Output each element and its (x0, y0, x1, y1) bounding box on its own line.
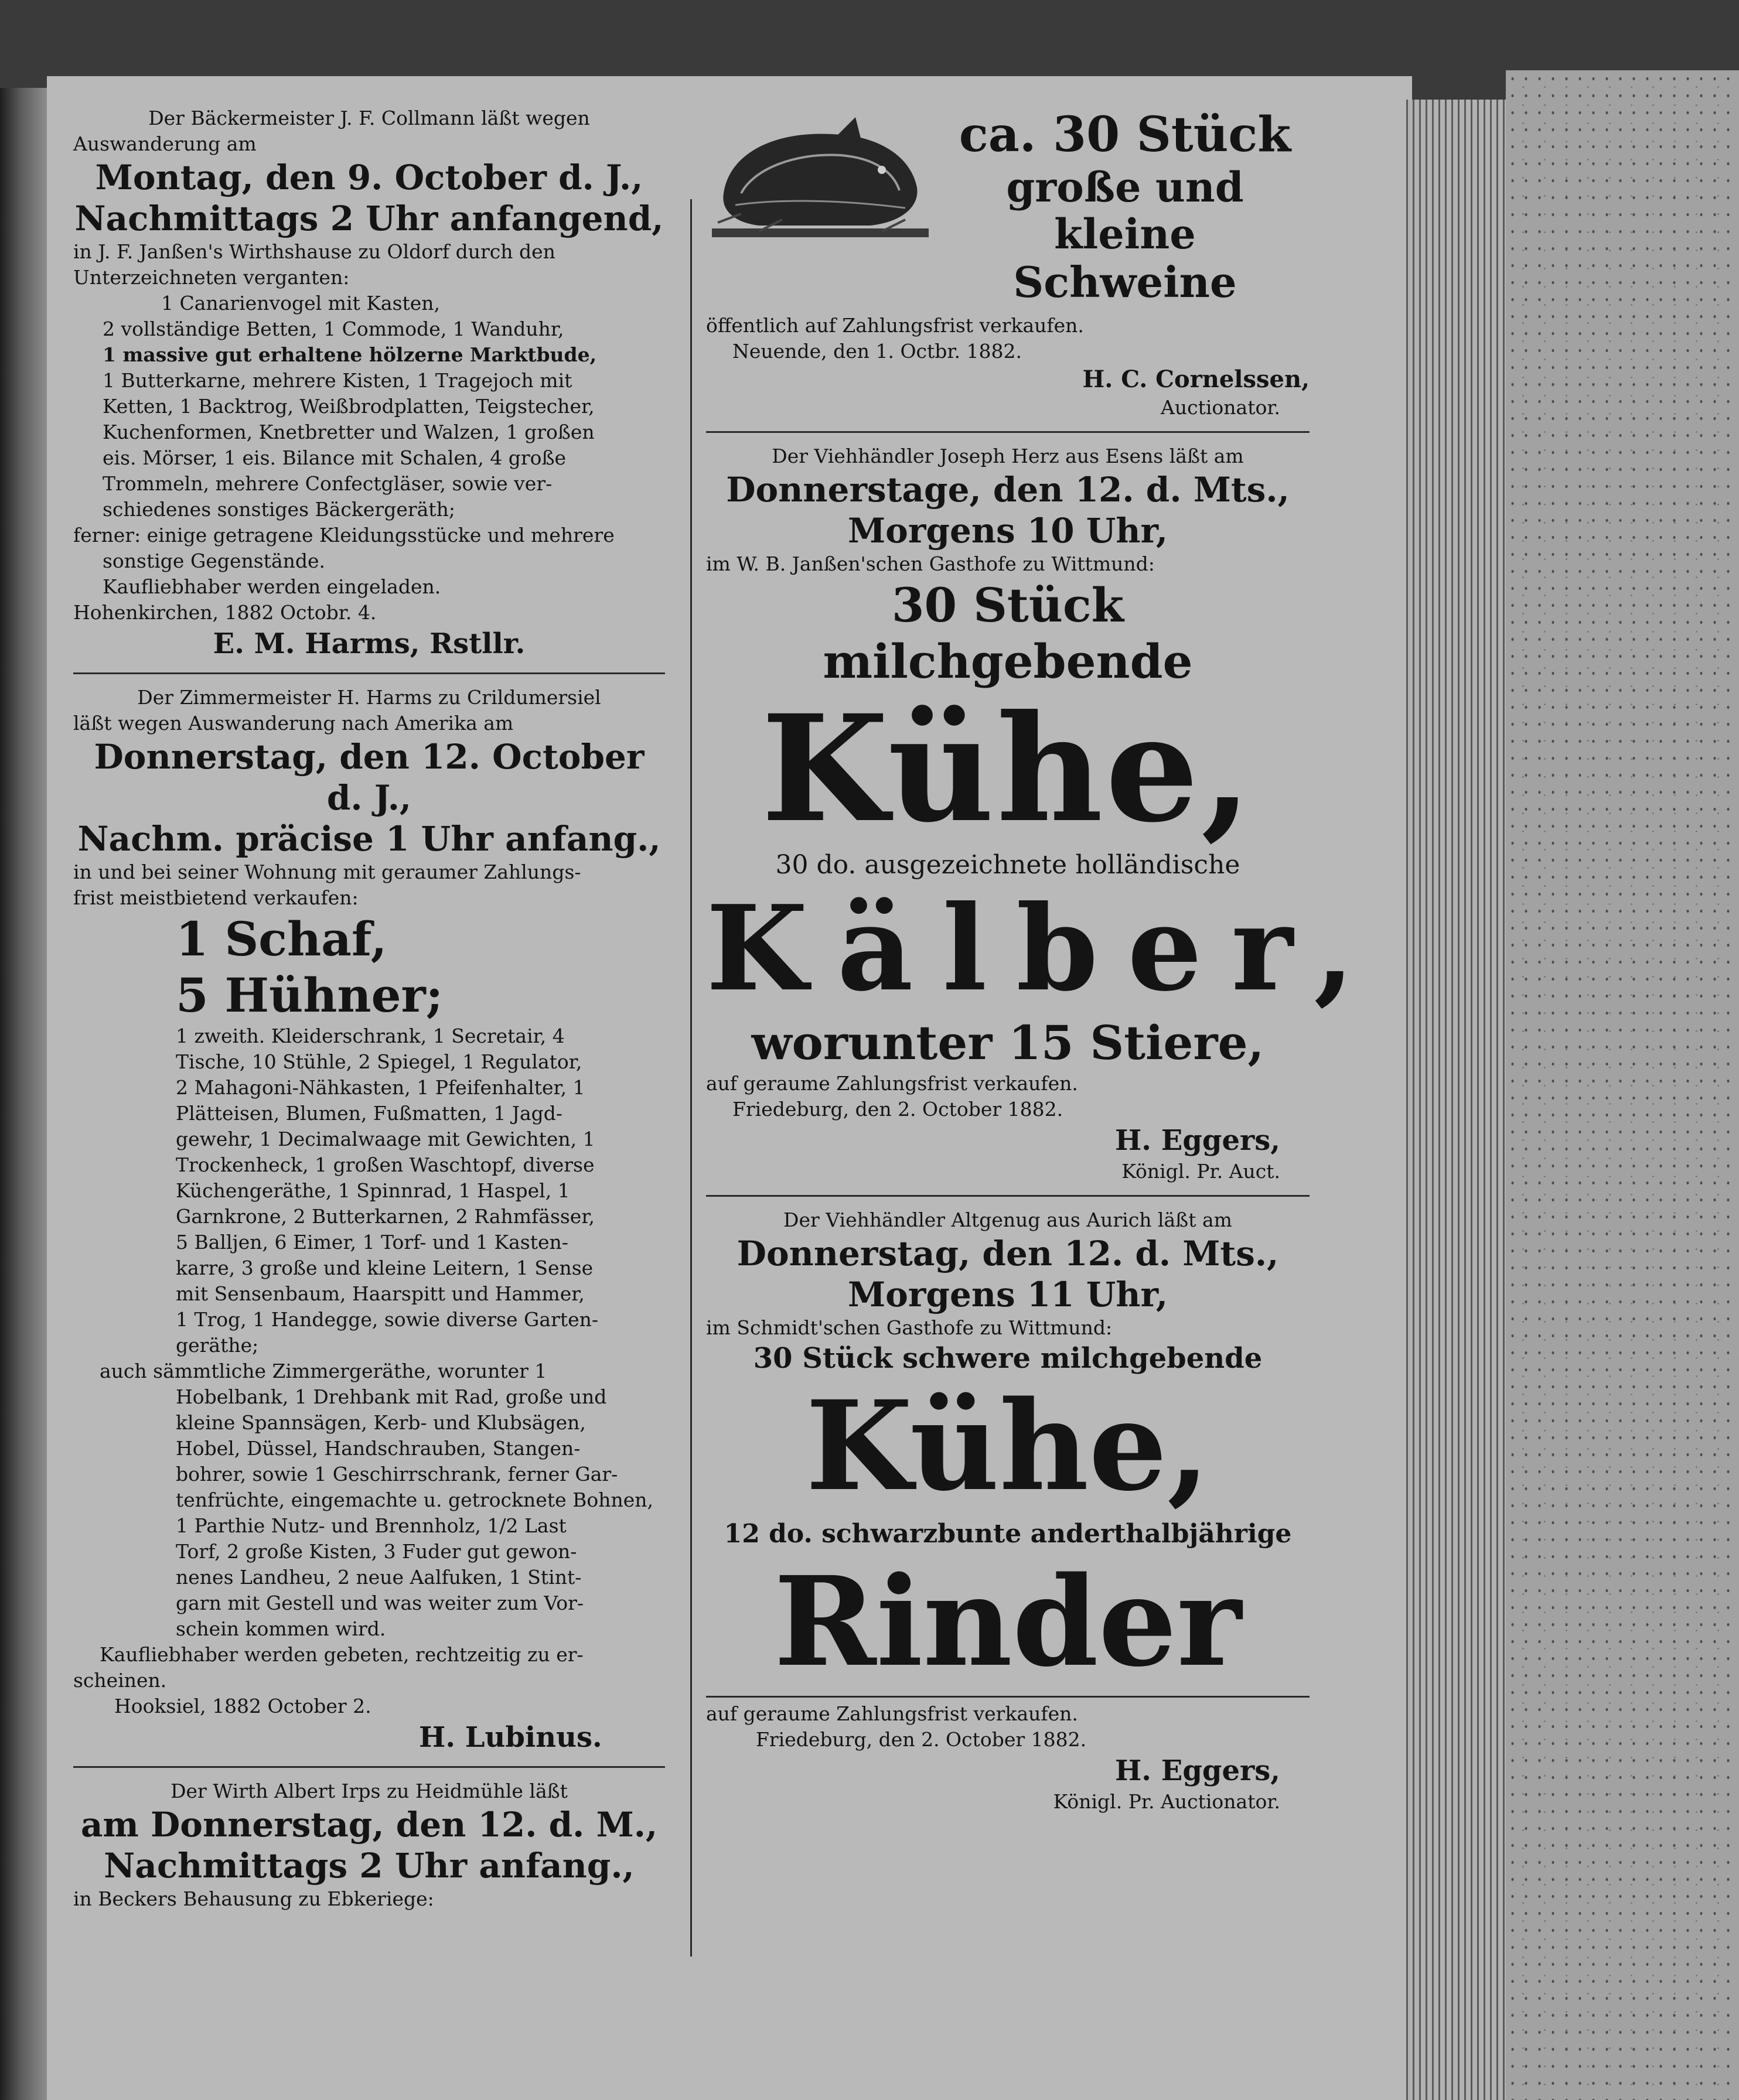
ad-giant-word: Kälber, (706, 880, 1384, 1017)
list-item: tenfrüchte, eingemachte u. getrocknete Bohnen, (176, 1488, 653, 1511)
list-item: Hobelbank, 1 Drehbank mit Rad, große und (176, 1385, 607, 1408)
ad-line: Der Viehhändler Joseph Herz aus Esens läßt am (772, 445, 1244, 467)
tool-list (73, 1384, 665, 1642)
ad-signature: H. Eggers, (1114, 1754, 1280, 1787)
ad-line: Der Bäckermeister J. F. Collmann läßt wegen (148, 107, 590, 129)
ad-big-item: 5 Hühner; (176, 968, 444, 1023)
ad-irps (73, 1778, 665, 1912)
list-item: Tische, 10 Stühle, 2 Spiegel, 1 Regulator, (176, 1050, 582, 1073)
ad-herz (706, 443, 1384, 1184)
ad-line: in Beckers Behausung zu Ebkeriege: (73, 1887, 434, 1910)
facing-page-edge (0, 88, 47, 2100)
ad-sub: worunter 15 Stiere, (751, 1015, 1264, 1070)
ad-signature: H. Lubinus. (419, 1721, 602, 1754)
ad-head: 30 Stück milchgebende (823, 578, 1193, 689)
ad-line: ferner: einige getragene Kleidungsstücke und mehrere (73, 524, 615, 547)
ad-line: 12 do. schwarzbunte anderthalbjährige (724, 1519, 1292, 1549)
ad-head: 30 Stück schwere milchgebende (753, 1342, 1263, 1375)
ad-dateline: Friedeburg, den 2. October 1882. (732, 1098, 1063, 1121)
item-list (73, 1023, 665, 1358)
ad-terms: auf geraume Zahlungsfrist verkaufen. (706, 1702, 1078, 1725)
pig-heading (940, 105, 1310, 307)
list-item: Ketten, 1 Backtrog, Weißbrodplatten, Teigstecher, (103, 395, 595, 418)
ad-giant-word: Kühe, (761, 682, 1254, 855)
ad-line: im Schmidt'schen Gasthofe zu Wittmund: (706, 1316, 1113, 1339)
list-item: gewehr, 1 Decimalwaage mit Gewichten, 1 (176, 1128, 595, 1150)
column-rule (690, 199, 692, 1956)
ad-altgenug (706, 1207, 1310, 1815)
ad-date: Montag, den 9. October d. J., (95, 158, 643, 197)
ad-time: Nachm. präcise 1 Uhr anfang., (77, 819, 661, 859)
ad-terms: auf geraume Zahlungsfrist verkaufen. (706, 1072, 1078, 1095)
heading-line: Schweine (1013, 257, 1237, 307)
ad-line: Unterzeichneten verganten: (73, 266, 350, 289)
ad-time: Nachmittags 2 Uhr anfang., (104, 1846, 635, 1886)
ad-divider (73, 1766, 665, 1768)
ad-time: Morgens 11 Uhr, (847, 1275, 1168, 1314)
ad-date: am Donnerstag, den 12. d. M., (80, 1805, 658, 1845)
ad-collmann (73, 105, 665, 662)
list-item: 1 massive gut erhaltene hölzerne Marktbude, (103, 343, 597, 366)
ad-signature: H. C. Cornelssen, (1082, 366, 1310, 393)
ad-line: in J. F. Janßen's Wirthshause zu Oldorf durch den (73, 240, 555, 263)
ad-cornelssen (706, 105, 1310, 421)
ad-line: auch sämmtliche Zimmergeräthe, worunter 1 (100, 1360, 547, 1382)
list-item: 1 Parthie Nutz- und Brennholz, 1/2 Last (176, 1514, 567, 1537)
ad-divider (706, 431, 1310, 433)
ad-giant-word: Rinder (773, 1549, 1242, 1694)
ad-line: sonstige Gegenstände. (103, 549, 326, 572)
ad-giant-word: Kühe, (806, 1374, 1210, 1518)
list-item: Trommeln, mehrere Confectgläser, sowie ver- (103, 472, 553, 495)
ad-invite: Kaufliebhaber werden eingeladen. (103, 575, 441, 598)
ad-divider (73, 672, 665, 674)
heading-line: ca. 30 Stück (959, 107, 1291, 163)
list-item: 5 Balljen, 6 Eimer, 1 Torf- und 1 Kasten- (176, 1231, 568, 1254)
ad-title: Königl. Pr. Auctionator. (1053, 1790, 1280, 1813)
list-item: 1 Canarienvogel mit Kasten, (161, 292, 441, 315)
list-item: 2 Mahagoni-Nähkasten, 1 Pfeifenhalter, 1 (176, 1076, 585, 1099)
list-item: 1 Butterkarne, mehrere Kisten, 1 Tragejoch mit (103, 369, 572, 392)
ad-divider (706, 1195, 1310, 1197)
list-item: bohrer, sowie 1 Geschirrschrank, ferner Gar- (176, 1463, 618, 1486)
ad-line: Der Wirth Albert Irps zu Heidmühle läßt (171, 1780, 568, 1802)
list-item: nenes Landheu, 2 neue Aalfuken, 1 Stint- (176, 1566, 582, 1589)
ad-dateline: Neuende, den 1. Octbr. 1882. (732, 340, 1022, 363)
ad-signature: E. M. Harms, Rstllr. (213, 627, 526, 660)
ad-time: Nachmittags 2 Uhr anfangend, (74, 199, 664, 238)
list-item: 2 vollständige Betten, 1 Commode, 1 Wanduhr, (103, 317, 564, 340)
list-item: Torf, 2 große Kisten, 3 Fuder gut gewon- (176, 1540, 577, 1563)
list-item: mit Sensenbaum, Haarspitt und Hammer, (176, 1282, 585, 1305)
ad-dateline: Hohenkirchen, 1882 Octobr. 4. (73, 601, 377, 624)
pig-header (706, 105, 1310, 307)
ad-invite: Kaufliebhaber werden gebeten, rechtzeitig zu er- (100, 1643, 584, 1666)
ad-date: Donnerstage, den 12. d. Mts., (726, 470, 1290, 510)
ad-divider (706, 1696, 1310, 1698)
ad-title: Auctionator. (1161, 396, 1280, 419)
left-column (73, 105, 665, 1912)
list-item: Garnkrone, 2 Butterkarnen, 2 Rahmfässer, (176, 1205, 595, 1228)
ad-line: läßt wegen Auswanderung nach Amerika am (73, 712, 514, 735)
speckled-cover (1506, 70, 1739, 2100)
list-item: schiedenes sonstiges Bäckergeräth; (103, 498, 455, 521)
ad-line: in und bei seiner Wohnung mit geraumer Zahlungs- (73, 861, 581, 883)
list-item: Kuchenformen, Knetbretter und Walzen, 1 großen (103, 421, 595, 443)
ad-invite: scheinen. (73, 1669, 167, 1692)
pig-woodcut-icon (706, 105, 935, 240)
list-item: karre, 3 große und kleine Leitern, 1 Sense (176, 1256, 594, 1279)
list-item: garn mit Gestell und was weiter zum Vor- (176, 1592, 584, 1614)
list-item: 1 zweith. Kleiderschrank, 1 Secretair, 4 (176, 1025, 565, 1047)
list-item: 1 Trog, 1 Handegge, sowie diverse Garten- (176, 1308, 599, 1331)
right-column (706, 105, 1384, 1815)
ad-line: Auswanderung am (73, 132, 257, 155)
list-item: schein kommen wird. (176, 1617, 386, 1640)
ad-date: Donnerstag, den 12. October d. J., (94, 737, 645, 818)
heading-line: große und kleine (1006, 163, 1244, 258)
ad-line: Der Viehhändler Altgenug aus Aurich läßt am (783, 1208, 1232, 1231)
ad-signature: H. Eggers, (1114, 1124, 1280, 1157)
list-item: kleine Spannsägen, Kerb- und Klubsägen, (176, 1411, 586, 1434)
ad-line: 30 do. ausgezeichnete holländische (775, 850, 1240, 880)
ad-title: Königl. Pr. Auct. (1121, 1160, 1280, 1183)
ad-line: Der Zimmermeister H. Harms zu Crildumersiel (137, 686, 601, 709)
ad-big-item: 1 Schaf, (176, 911, 387, 967)
list-item: geräthe; (176, 1334, 259, 1357)
page-stack-edge (1406, 100, 1506, 2100)
list-item: Plätteisen, Blumen, Fußmatten, 1 Jagd- (176, 1102, 563, 1125)
ad-harms (73, 685, 665, 1756)
list-item: Hobel, Düssel, Handschrauben, Stangen- (176, 1437, 581, 1460)
ad-date: Donnerstag, den 12. d. Mts., (736, 1234, 1279, 1273)
ad-dateline: Hooksiel, 1882 October 2. (114, 1695, 371, 1717)
list-item: Trockenheck, 1 großen Waschtopf, diverse (176, 1153, 595, 1176)
ad-line: frist meistbietend verkaufen: (73, 886, 359, 909)
ad-line: öffentlich auf Zahlungsfrist verkaufen. (706, 314, 1084, 337)
ad-time: Morgens 10 Uhr, (847, 511, 1168, 551)
list-item: Küchengeräthe, 1 Spinnrad, 1 Haspel, 1 (176, 1179, 570, 1202)
ad-dateline: Friedeburg, den 2. October 1882. (756, 1728, 1087, 1751)
ad-line: im W. B. Janßen'schen Gasthofe zu Wittmund: (706, 552, 1155, 575)
list-item: eis. Mörser, 1 eis. Bilance mit Schalen, 4 große (103, 446, 567, 469)
